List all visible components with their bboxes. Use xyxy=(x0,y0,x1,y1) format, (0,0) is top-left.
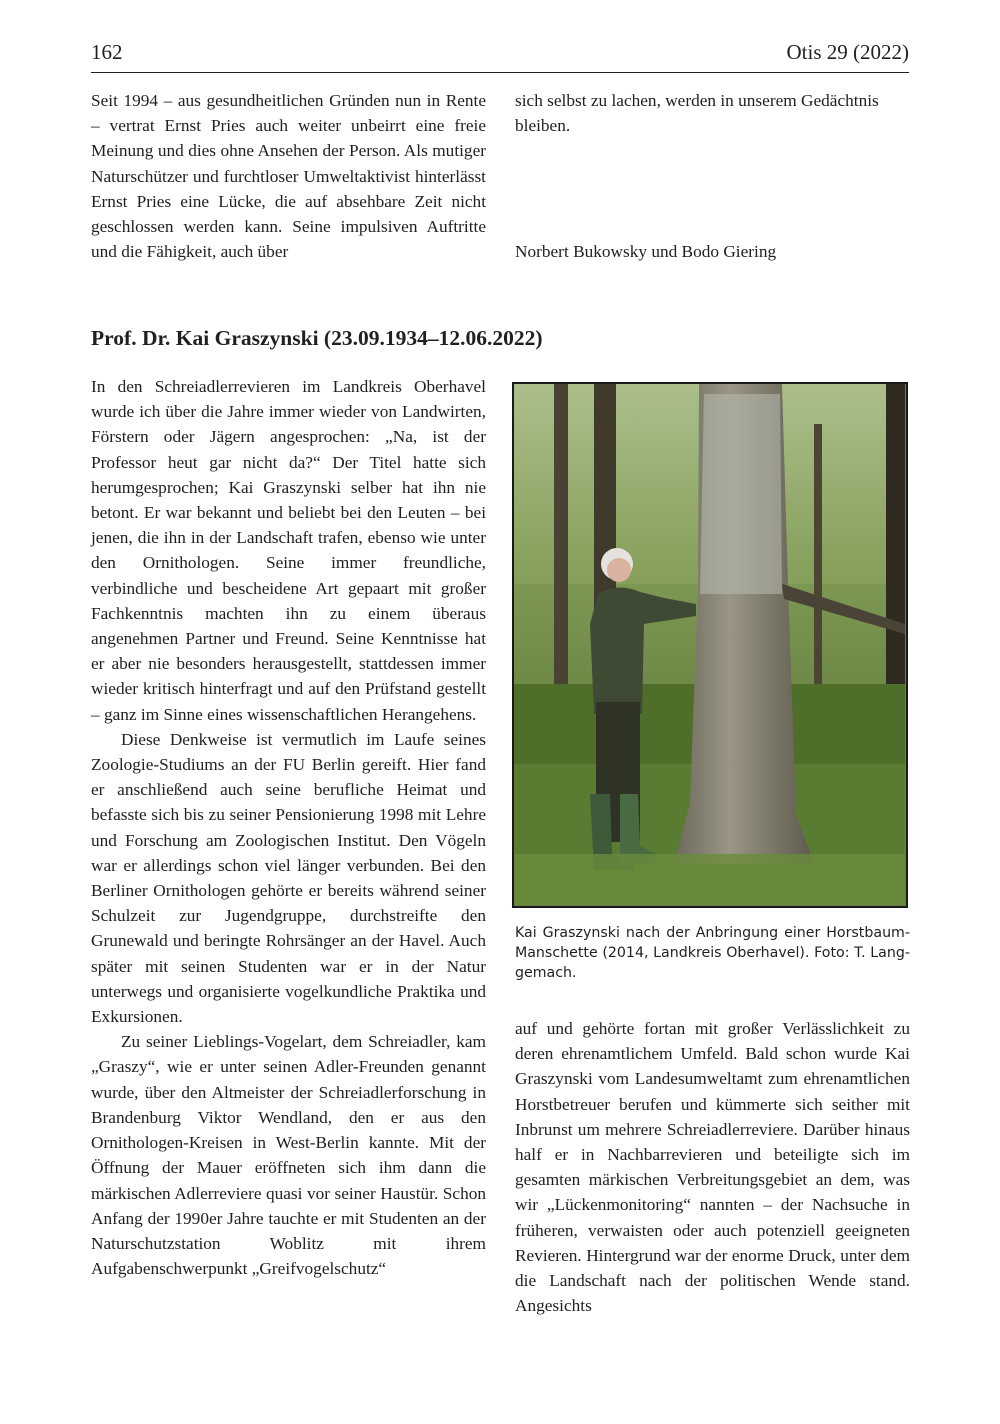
figure-caption: Kai Graszynski nach der Anbringung einer Horstbaum-Manschette (2014, Landkreis Oberhavel). Foto: T. Langgemach. xyxy=(515,925,910,981)
paragraph: Seit 1994 – aus gesundheitlichen Gründen nun in Rente – vertrat Ernst Pries auch weiter unbeirrt eine freie Meinung und dies ohne Ansehen der Person. Als mutiger Naturschützer und furchtloser Umweltaktivist hinterlässt Ernst Pries eine Lücke, die auf absehbare Zeit nicht geschlossen werden kann. Seine impulsiven Auftritte und die Fähigkeit, auch über xyxy=(91,91,486,262)
prev-article-column-right xyxy=(515,88,910,138)
journal-citation: Otis 29 (2022) xyxy=(786,40,909,64)
paragraph: auf und gehörte fortan mit großer Verlässlichkeit zu deren ehrenamtlichem Umfeld. Bald schon wurde Kai Graszynski vom Landesumweltamt zum ehrenamtlichen Horstbetreuer berufen und kümmerte sich seither mit Inbrunst um mehrere Schreiadlerreviere. Darüber hinaus half er in Nachbarrevieren und beteiligte sich im gesamten märkischen Verbreitungsgebiet an dem, was wir „Lückenmonitoring“ nannten – der Nachsuche in früheren, verwaisten oder auch potenziell geeigneten Revieren. Hintergrund war der enorme Druck, unter dem die Landschaft nach der politischen Wende stand. Angesichts xyxy=(515,1019,910,1316)
forest-photo xyxy=(512,382,908,908)
paragraph: In den Schreiadlerrevieren im Landkreis Oberhavel wurde ich über die Jahre immer wieder von Landwirten, Förstern oder Jägern angesprochen: „Na, ist der Professor heut gar nicht da?“ Der Titel hatte sich herumgesprochen; Kai Graszynski selber hat ihn nie betont. Er war bekannt und beliebt bei den Leuten – bei jenen, die ihn in der Landschaft trafen, ebenso wie unter den Ornithologen. Seine immer freundliche, verbindliche und bescheidene Art gepaart mit großer Fachkenntnis machten ihn zu einem überaus angenehmen Partner und Freund. Seine Kenntnisse hat er aber nie besonders herausgestellt, stattdessen immer wieder kritisch hinterfragt und auf den Prüfstand gestellt – ganz im Sinne eines wissenschaftlichen Herangehens. xyxy=(91,377,486,724)
page-number: 162 xyxy=(91,40,123,64)
paragraph: sich selbst zu lachen, werden in unserem Gedächtnis bleiben. xyxy=(515,91,879,136)
running-header xyxy=(91,38,909,73)
paragraph: Diese Denkweise ist vermutlich im Laufe seines Zoologie-Studiums an der FU Berlin gereift. Hier fand er anschließend auch seine berufliche Heimat und befasste sich bis zu seiner Pensionierung 1998 mit Lehre und Forschung am Zoologischen Institut. Den Vögeln war er allerdings schon viel länger verbunden. Bei den Berliner Ornithologen gehörte er bereits während seiner Schulzeit zur Jugendgruppe, durchstreifte den Grunewald und beringte Rohrsänger an der Havel. Auch später mit seinen Studenten war er in der Natur unterwegs und organisierte vogelkundliche Praktika und Exkursionen. xyxy=(91,729,486,1027)
paragraph: Zu seiner Lieblings-Vogelart, dem Schreiadler, kam „Graszy“, wie er unter seinen Adler-Freunden genannt wurde, über den Altmeister der Schreiadlerforschung in Brandenburg Viktor Wendland, den er aus den Ornithologen-Kreisen in West-Berlin kannte. Mit der Öffnung der Mauer eröffneten sich ihm dann die märkischen Adlerreviere quasi vor seiner Haustür. Schon Anfang der 1990er Jahre tauchte er mit Studenten an der Naturschutzstation Woblitz mit ihrem Aufgabenschwerpunkt „Greifvogelschutz“ xyxy=(91,1032,486,1279)
obituary-title: Prof. Dr. Kai Graszynski (23.09.1934–12.06.2022) xyxy=(91,326,543,350)
prev-article-column-left xyxy=(91,88,486,264)
author-signature: Norbert Bukowsky und Bodo Giering xyxy=(515,242,777,261)
article-column-left xyxy=(91,374,486,1281)
article-column-right xyxy=(515,1016,910,1318)
